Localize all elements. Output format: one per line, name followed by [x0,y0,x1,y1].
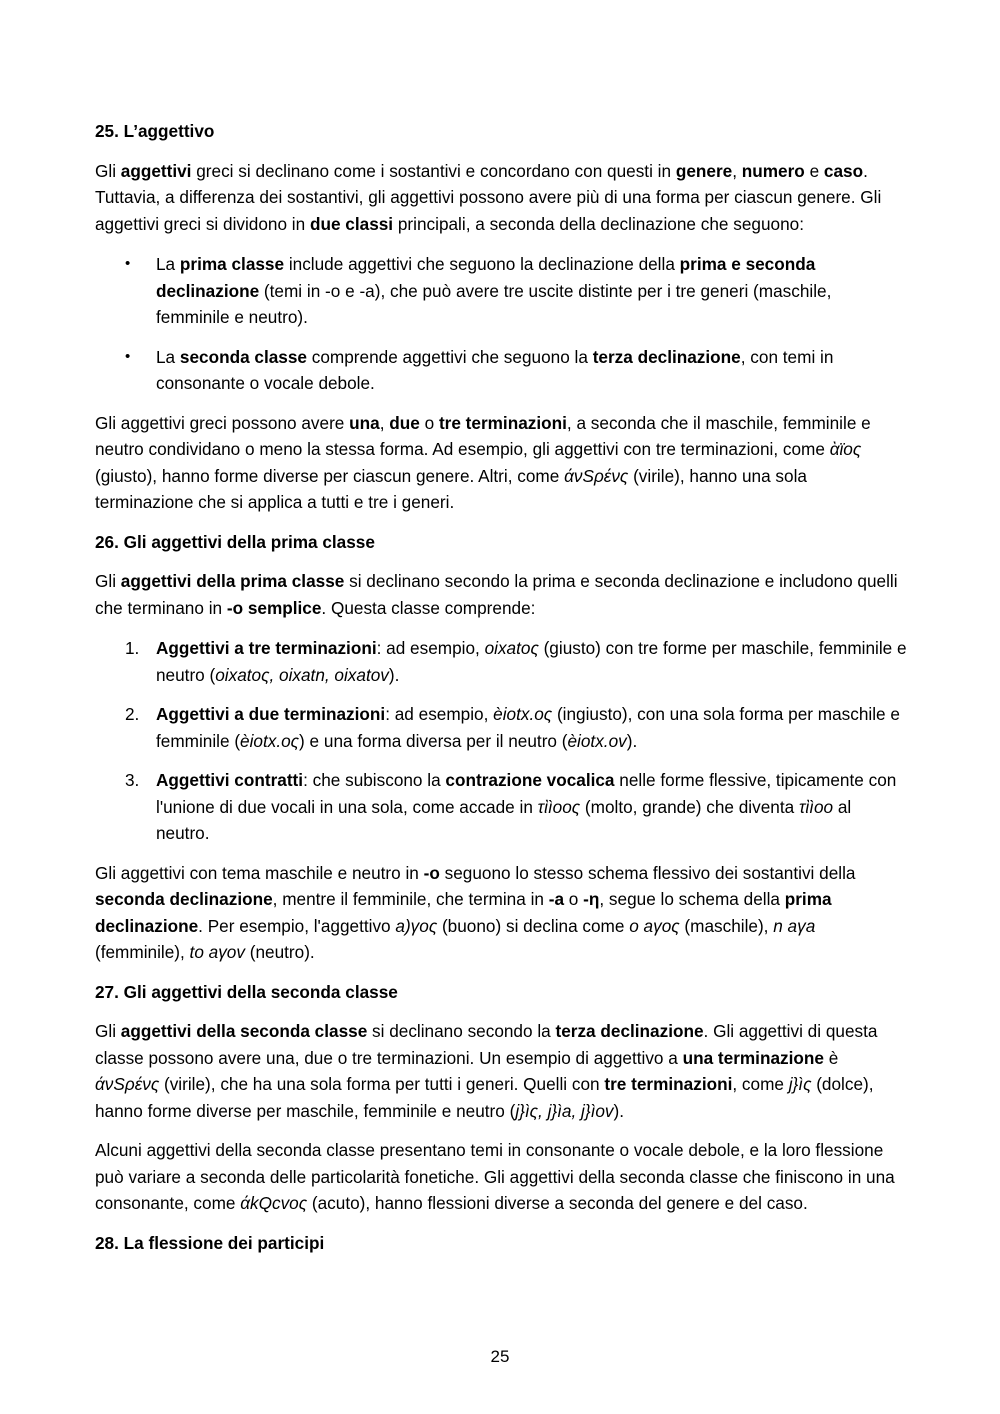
bullet-icon: • [125,347,131,365]
bullet-list-classes [95,251,907,397]
numbered-list-first-class [95,635,907,847]
paragraph-first-class-intro: Gli aggettivi della prima classe si declinano secondo la prima e seconda declinazione e includono quelli che terminano in -o semplice. Questa classe comprende: [95,571,898,618]
heading-section-27: 27. Gli aggettivi della seconda classe [95,981,398,1002]
list-item-contracted: 3. Aggettivi contratti: che subiscono la contrazione vocalica nelle forme flessive, tipicamente con l'unione di due vocali in una sola, come accade in τὶìooς (molto, grande) che diventa τὶìoo al neutro. [125,770,897,843]
page-content [95,118,907,1256]
paragraph-second-class-themes: Alcuni aggettivi della seconda classe presentano temi in consonante o vocale debole, e la loro flessione può variare a seconda delle particolarità fonetiche. Gli aggettivi della seconda classe che finiscono in una consonante, come άkQcvoς (acuto), hanno flessioni diverse a seconda del genere e del caso. [95,1140,895,1213]
paragraph-adjectives-intro: Gli aggettivi greci si declinano come i sostantivi e concordano con questi in genere, numero e caso. Tuttavia, a differenza dei sostantivi, gli aggettivi possono avere più di una forma per ciascun genere. Gli aggettivi greci si dividono in due classi principali, a seconda della declinazione che seguono: [95,160,882,234]
heading-section-25: 25. L’aggettivo [95,121,215,141]
heading-section-28: 28. La flessione dei participi [95,1232,325,1253]
paragraph-second-class-intro: Gli aggettivi della seconda classe si declinano secondo la terza declinazione. Gli aggettivi di questa classe possono avere una, due o tre terminazioni. Un esempio di aggettivo a una terminazione è άνSρένς (virile), che ha una sola forma per tutti i generi. Quelli con tre terminazioni, come j}ìς (dolce), hanno forme diverse per maschile, femminile e neutro (j}ìς, j}ìa, j}ìov). [95,1021,878,1121]
list-item-two-terminations: 2. Aggettivi a due terminazioni: ad esempio, èiotx.oς (ingiusto), con una sola forma per maschile e femminile (èiotx.oς) e una forma diversa per il neutro (èiotx.ov). [125,704,900,751]
heading-section-26: 26. Gli aggettivi della prima classe [95,531,375,552]
bullet-icon: • [125,255,131,272]
paragraph-inflection-scheme: Gli aggettivi con tema maschile e neutro in -o seguono lo stesso schema flessivo dei sostantivi della seconda declinazione, mentre il femminile, che termina in -a o -η, segue lo schema della prima declinazione. Per esempio, l'aggettivo a)γoς (buono) si declina come o aγoς (maschile), n aγa (femminile), to aγov (neutro). [95,862,856,962]
list-item-three-terminations: 1. Aggettivi a tre terminazioni: ad esempio, oixatoς (giusto) con tre forme per maschile, femminile e neutro (oixatoς, oixatn, oixatov). [125,638,907,685]
page-number: 25 [490,1347,510,1366]
list-item-first-class: • La prima classe include aggettivi che seguono la declinazione della prima e seconda declinazione (temi in -o e -a), che può avere tre uscite distinte per i tre generi (maschile, femminile e neutro). [95,251,907,331]
list-item-second-class: • La seconda classe comprende aggettivi che seguono la terza declinazione, con temi in consonante o vocale debole. [95,344,907,397]
paragraph-terminations: Gli aggettivi greci possono avere una, due o tre terminazioni, a seconda che il maschile, femminile e neutro condividano o meno la stessa forma. Ad esempio, gli aggettivi con tre terminazioni, come ὰϊος (giusto), hanno forme diverse per ciascun genere. Altri, come άνSρένς (virile), hanno una sola terminazione che si applica a tutti e tre i generi. [95,412,871,512]
